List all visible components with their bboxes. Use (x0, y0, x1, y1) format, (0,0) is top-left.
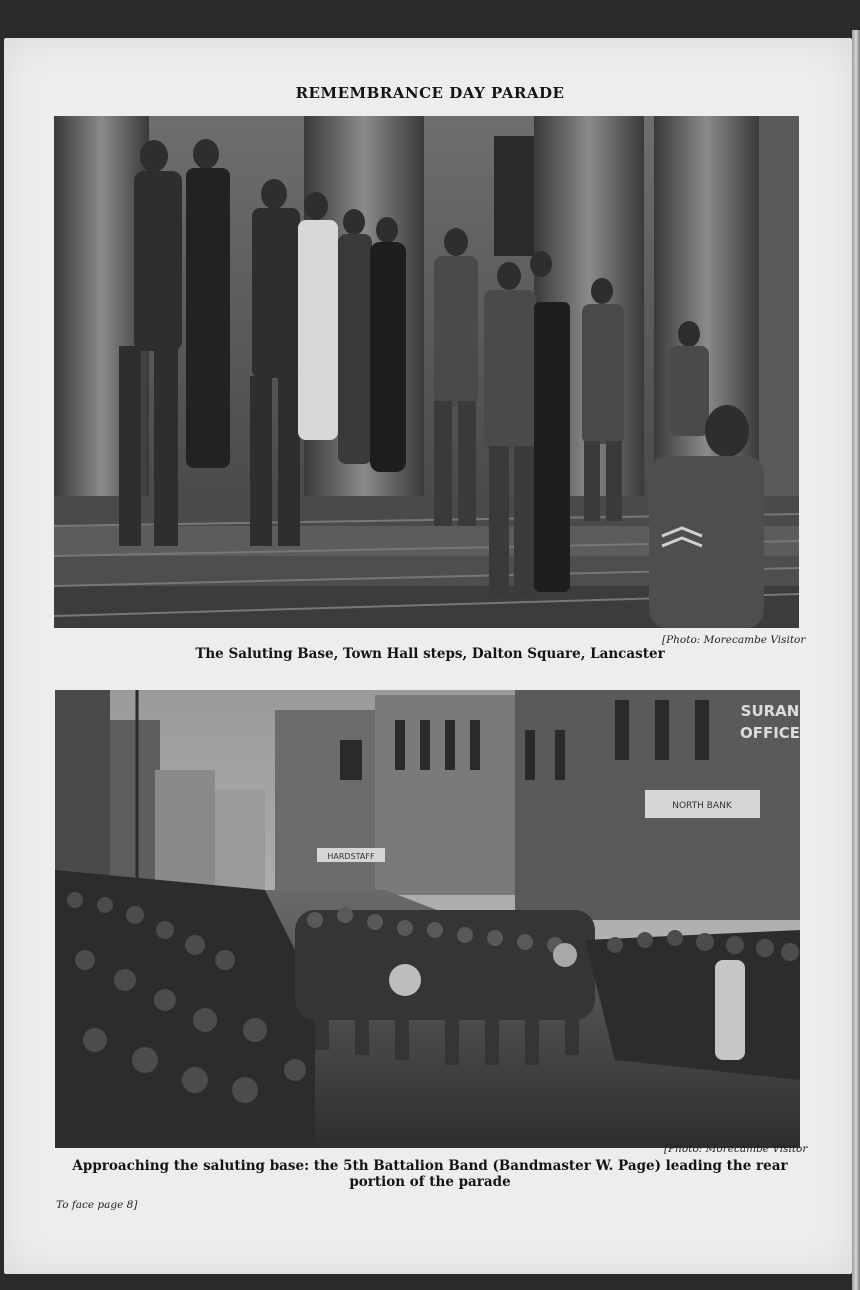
shop-sign-hardstaff: HARDSTAFF (327, 852, 375, 861)
photo-credit: [Photo: Morecambe Visitor (662, 634, 806, 646)
building-sign-office: OFFICE (739, 724, 800, 742)
building-sign-suran: SURAN (740, 702, 800, 720)
photo-parade-band (55, 690, 800, 1148)
shop-sign-north-bank: NORTH BANK (672, 801, 732, 811)
page-title: REMEMBRANCE DAY PARADE (295, 84, 565, 102)
page-footer: To face page 8] (56, 1199, 138, 1211)
photo-caption: Approaching the saluting base: the 5th Battalion Band (Bandmaster W. Page) leading the rear portion of the parade (72, 1158, 788, 1190)
photo-credit: [Photo: Morecambe Visitor (664, 1143, 808, 1155)
photo-saluting-base (54, 116, 799, 628)
photo-caption: The Saluting Base, Town Hall steps, Dalton Square, Lancaster (195, 646, 665, 662)
